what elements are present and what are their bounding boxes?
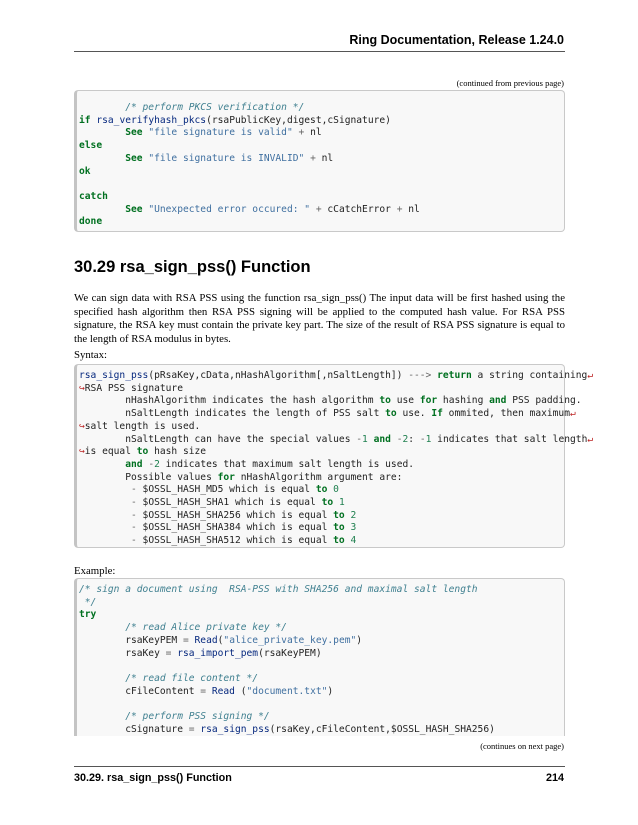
- running-header: Ring Documentation, Release 1.24.0: [349, 33, 564, 47]
- footer-rule: [74, 766, 565, 767]
- page-number: 214: [545, 772, 564, 784]
- code-block-syntax: rsa_sign_pss(pRsaKey,cData,nHashAlgorithm[,nSaltLength]) ---> return a string containing↵ ↪RSA PSS signature nHashAlgorithm indicates the hash algorithm to use for hashing and PSS padding. nSaltLength indicates the length of PSS salt to use. If ommited, then maximum↵ ↪salt length is used. nSaltLength can have the special values -1 and -2: -1 indicates that salt length↵ ↪is equal to hash size and -2 indicates that maximum salt length is used. Possible values for nHashAlgorithm argument are: - $OSSL_HASH_MD5 which is equal to 0 - $OSSL_HASH_SHA1 which is equal to 1 - $OSSL_HASH_SHA256 which is equal to 2 - $OSSL_HASH_SHA384 which is equal to 3 - $OSSL_HASH_SHA512 which is equal to 4: [74, 364, 565, 548]
- syntax-label: Syntax:: [74, 349, 107, 361]
- code-line: /* perform PKCS verification */: [79, 102, 305, 113]
- intro-paragraph: We can sign data with RSA PSS using the function rsa_sign_pss() The input data will be first hashed using the specified hash algorithm then RSA PSS signing will be applied to the computed hash value. For RSA PSS signature, the RSA key must contain the private key part. The size of the result of RSA PSS signature is equal to the length of RSA modulus in bytes.: [74, 292, 565, 345]
- example-label: Example:: [74, 565, 116, 577]
- continues-on-note: (continues on next page): [480, 741, 564, 751]
- footer-section: 30.29. rsa_sign_pss() Function: [74, 772, 232, 784]
- header-rule: [74, 51, 565, 52]
- continued-from-note: (continued from previous page): [456, 78, 564, 88]
- code-block-example: /* sign a document using RSA-PSS with SHA256 and maximal salt length */ try /* read Alice private key */ rsaKeyPEM = Read("alice_private_key.pem") rsaKey = rsa_import_pem(rsaKeyPEM) /* read file content */ cFileContent = Read ("document.txt") /* perform PSS signing */ cSignature = rsa_sign_pss(rsaKey,cFileContent,$OSSL_HASH_SHA256): [74, 578, 565, 736]
- section-title: 30.29 rsa_sign_pss() Function: [74, 258, 311, 276]
- code-block-verify: /* perform PKCS verification */ if rsa_verifyhash_pkcs(rsaPublicKey,digest,cSignature) See "file signature is valid" + nl else See "file signature is INVALID" + nl ok catch See "Unexpected error occured: " + cCatchError + nl done: [74, 90, 565, 232]
